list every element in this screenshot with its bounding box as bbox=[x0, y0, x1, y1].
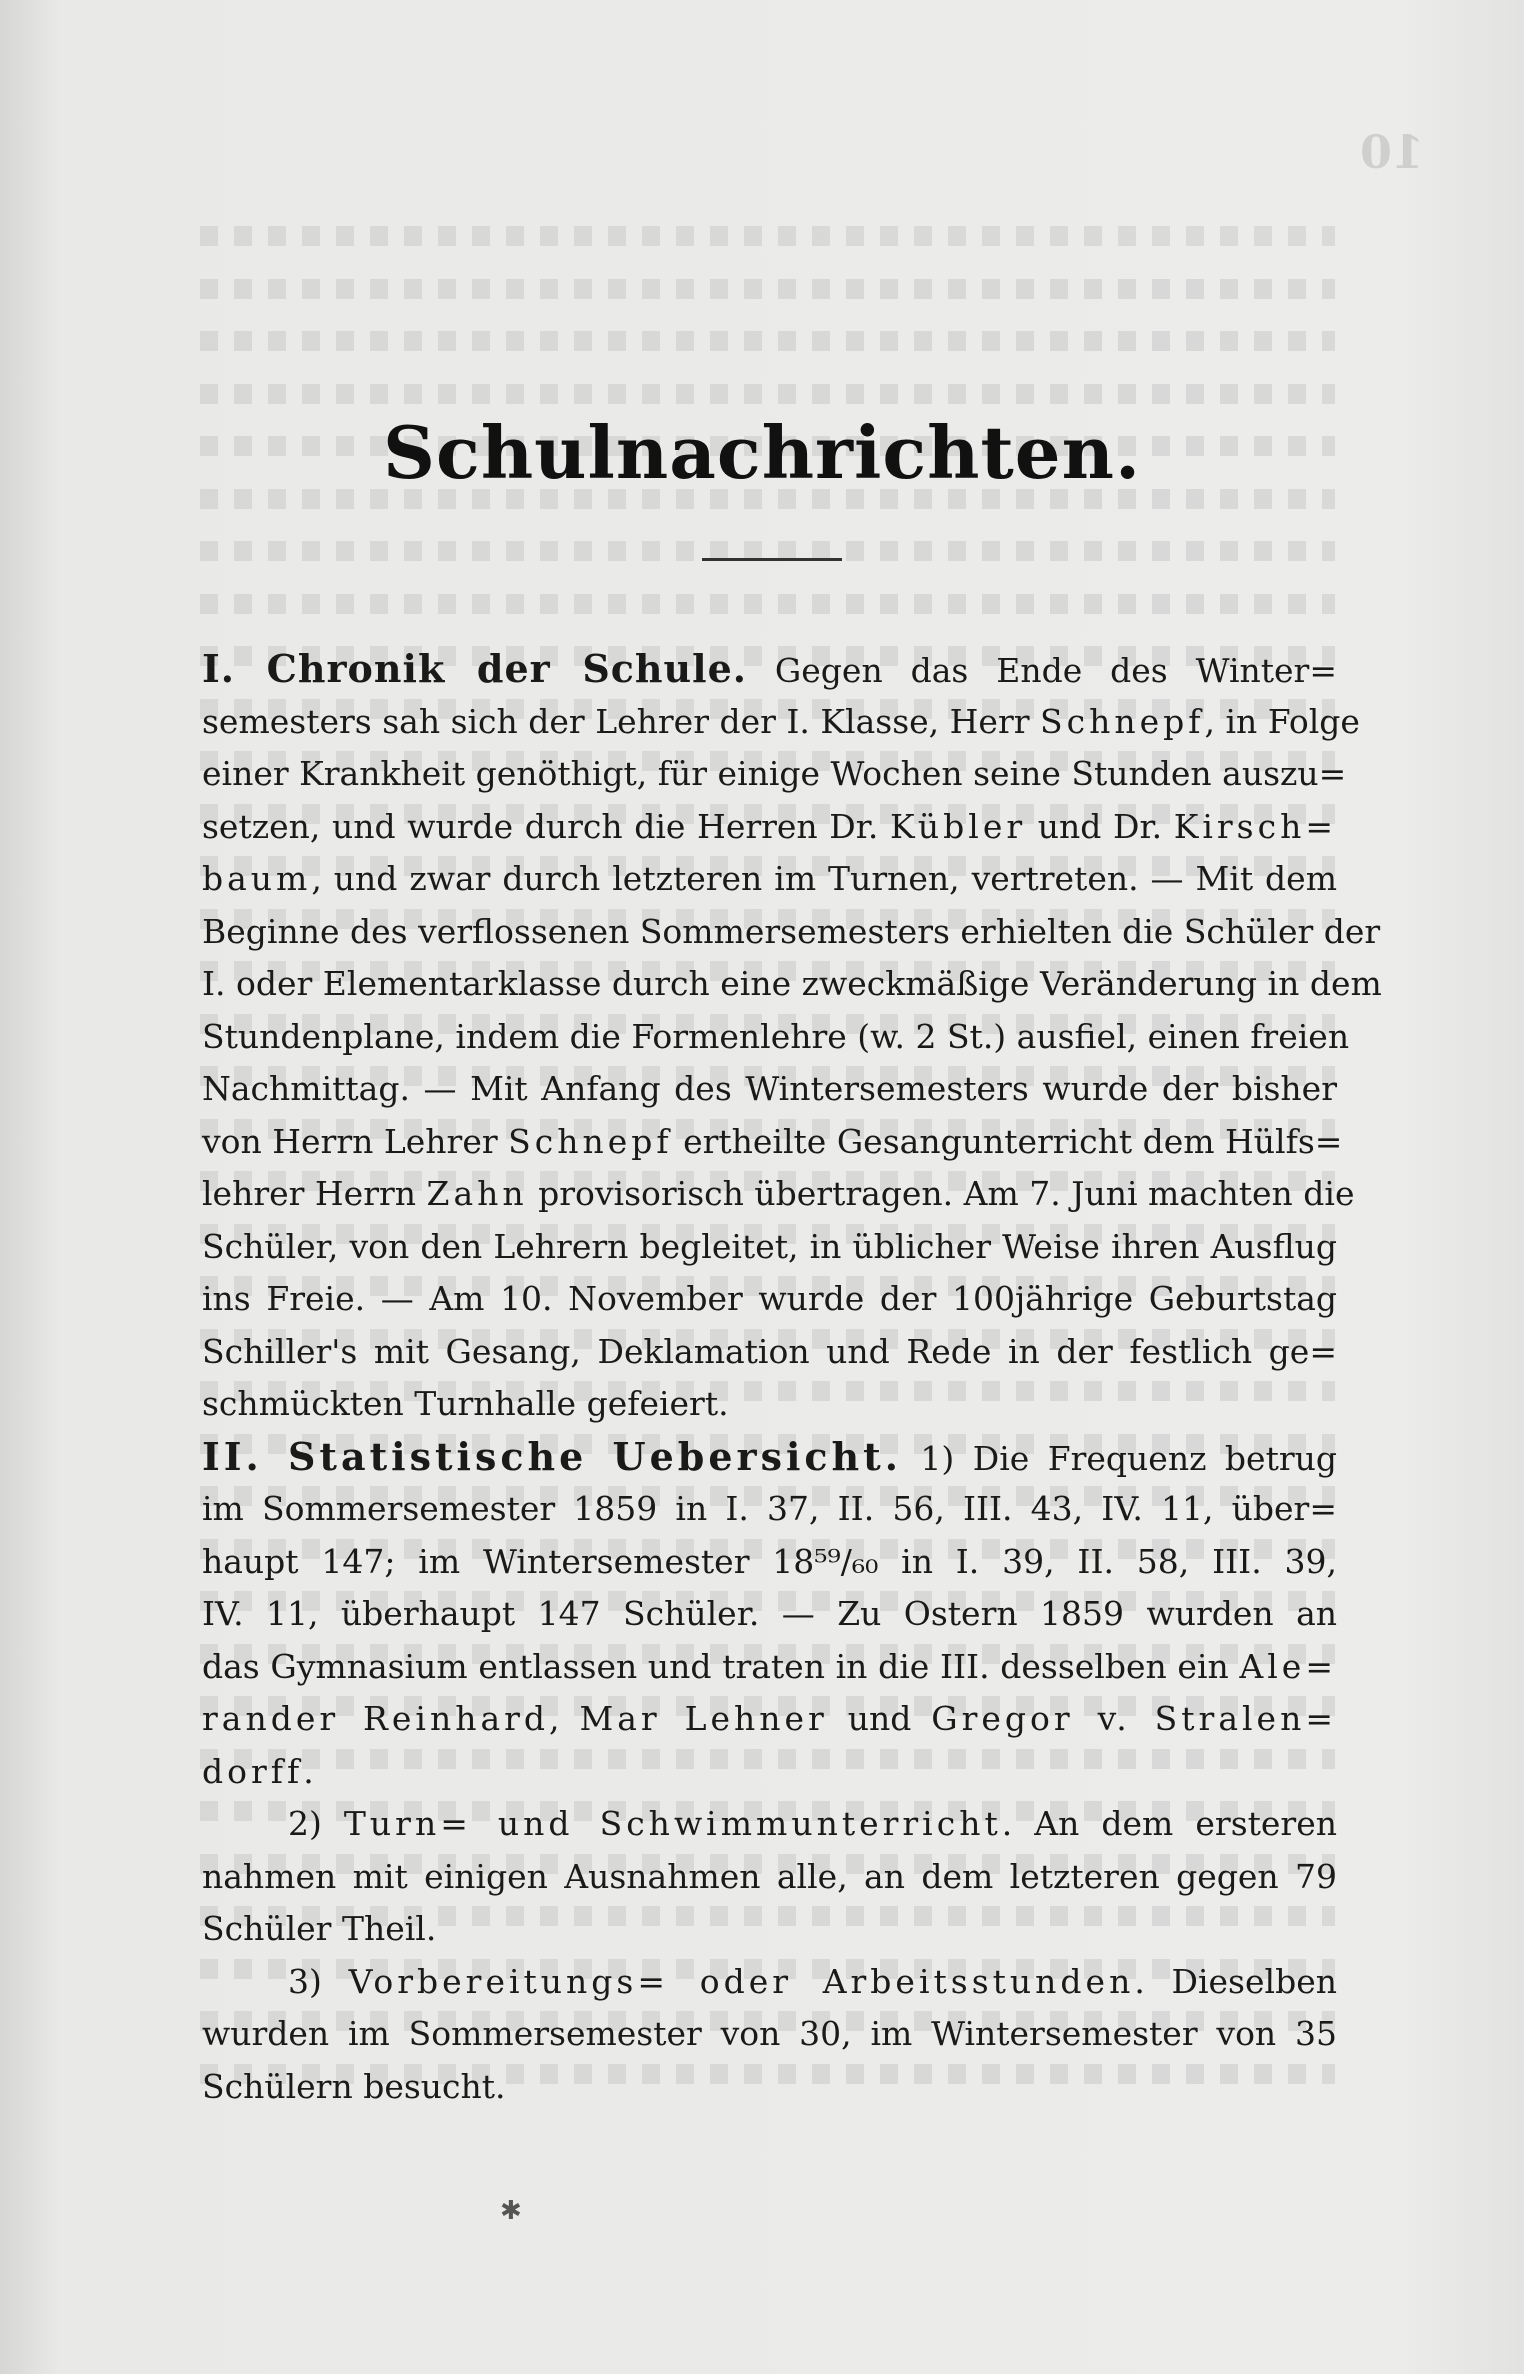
text-run: Schüler, von den Lehrern begleitet, in üblicher Weise ihren Ausflug bbox=[202, 1226, 1337, 1266]
text-line bbox=[202, 1273, 1337, 1326]
text-run: und Dr. bbox=[1026, 806, 1174, 846]
bleed-through-line bbox=[200, 525, 1335, 578]
text-line bbox=[202, 1641, 1337, 1694]
spaced-name: dorff bbox=[202, 1751, 304, 1791]
bleed-through-line bbox=[200, 578, 1335, 631]
text-line bbox=[202, 1903, 1337, 1956]
bleed-through-line bbox=[200, 210, 1335, 263]
spaced-name: Schnepf bbox=[508, 1121, 673, 1161]
spaced-name: baum bbox=[202, 859, 312, 898]
text-run: im Sommersemester 1859 in I. 37, II. 56, III. 43, IV. 11, über= bbox=[202, 1489, 1337, 1528]
spaced-name: Schnepf bbox=[1040, 701, 1205, 741]
text-run: Nachmittag. — Mit Anfang des Wintersemesters wurde der bisher bbox=[202, 1069, 1337, 1108]
spaced-name: Vorbereitungs= oder Arbeitsstunden bbox=[348, 1961, 1135, 2001]
text-run: Schiller's mit Gesang, Deklamation und Rede in der festlich ge= bbox=[202, 1331, 1337, 1371]
text-line bbox=[202, 643, 1337, 696]
text-run: 1) Die Frequenz betrug bbox=[901, 1438, 1337, 1478]
text-line bbox=[202, 853, 1337, 906]
text-run: . Dieselben bbox=[1134, 1961, 1337, 2001]
text-line bbox=[202, 748, 1347, 801]
text-line bbox=[202, 1221, 1337, 1274]
text-run: Gegen das Ende des Winter= bbox=[747, 651, 1337, 690]
ink-speck-icon: ✱ bbox=[500, 2196, 522, 2226]
text-run: Schüler Theil. bbox=[202, 1909, 437, 1948]
text-run: IV. 11, überhaupt 147 Schüler. — Zu Ostern 1859 wurden an bbox=[202, 1594, 1337, 1633]
text-run: ins Freie. — Am 10. November wurde der 100jährige Geburtstag bbox=[202, 1279, 1337, 1318]
text-line bbox=[202, 906, 1381, 959]
text-run: lehrer Herrn bbox=[202, 1174, 427, 1213]
text-line bbox=[202, 801, 1337, 854]
text-run: haupt 147; im Wintersemester 18⁵⁹/₆₀ in I. 39, II. 58, III. 39, bbox=[202, 1541, 1337, 1581]
text-line bbox=[202, 1746, 1337, 1799]
body-text bbox=[202, 643, 1382, 2113]
text-run: semesters sah sich der Lehrer der I. Klasse, Herr bbox=[202, 701, 1041, 741]
bleed-through-page-number: 10 bbox=[1359, 125, 1424, 179]
text-run: , und zwar durch letzteren im Turnen, vertreten. — Mit dem bbox=[311, 859, 1337, 898]
spaced-name: Kirsch= bbox=[1173, 806, 1337, 846]
section-heading: II. Statistische Uebersicht. bbox=[202, 1433, 902, 1479]
spaced-name: Gregor v. Stralen= bbox=[931, 1699, 1337, 1738]
bleed-through-line bbox=[200, 263, 1335, 316]
text-line bbox=[202, 1851, 1337, 1904]
section-heading: I. Chronik der Schule. bbox=[202, 646, 747, 691]
text-line bbox=[202, 1168, 1355, 1221]
text-run: . An dem ersteren bbox=[1001, 1804, 1337, 1843]
text-line bbox=[202, 1693, 1337, 1746]
text-line bbox=[202, 1431, 1337, 1484]
text-run: Stundenplane, indem die Formenlehre (w. 2 St.) ausfiel, einen freien bbox=[202, 1016, 1350, 1056]
text-line bbox=[202, 1483, 1337, 1536]
text-run: schmückten Turnhalle gefeiert. bbox=[202, 1384, 729, 1423]
text-line bbox=[202, 1536, 1337, 1589]
text-run: einer Krankheit genöthigt, für einige Wochen seine Stunden auszu= bbox=[202, 754, 1347, 793]
text-run: , in Folge bbox=[1204, 701, 1360, 741]
bleed-through-line bbox=[200, 315, 1335, 368]
text-line bbox=[202, 958, 1382, 1011]
text-run: setzen, und wurde durch die Herren Dr. bbox=[202, 806, 890, 846]
text-line bbox=[202, 1956, 1337, 2009]
text-run: nahmen mit einigen Ausnahmen alle, an dem letzteren gegen 79 bbox=[202, 1856, 1337, 1896]
text-run: und bbox=[827, 1699, 932, 1738]
spaced-name: Turn= und Schwimmunterricht bbox=[343, 1804, 1002, 1843]
text-line bbox=[202, 1011, 1350, 1064]
text-line bbox=[202, 1326, 1337, 1379]
text-run: wurden im Sommersemester von 30, im Wintersemester von 35 bbox=[202, 2014, 1337, 2053]
spaced-name: Zahn bbox=[426, 1174, 528, 1213]
spaced-name: Mar Lehner bbox=[579, 1699, 828, 1738]
page-title: Schulnachrichten. bbox=[382, 410, 1142, 495]
spaced-name: Ale= bbox=[1239, 1646, 1337, 1686]
text-line bbox=[202, 2061, 1337, 2114]
text-line bbox=[202, 1798, 1337, 1851]
text-run: , bbox=[549, 1699, 580, 1738]
text-run: Beginne des verflossenen Sommersemesters erhielten die Schüler der bbox=[202, 911, 1381, 951]
title-divider bbox=[702, 558, 842, 561]
text-line bbox=[202, 696, 1360, 749]
text-run: Schülern besucht. bbox=[202, 2066, 506, 2106]
text-run: . bbox=[303, 1751, 314, 1791]
text-run: I. oder Elementarklasse durch eine zweckmäßige Veränderung in dem bbox=[202, 964, 1382, 1003]
text-run: das Gymnasium entlassen und traten in die III. desselben ein bbox=[202, 1646, 1240, 1686]
text-run: provisorisch übertragen. Am 7. Juni machten die bbox=[527, 1174, 1355, 1213]
text-run: von Herrn Lehrer bbox=[202, 1121, 509, 1161]
spaced-name: Kübler bbox=[889, 806, 1027, 846]
text-line bbox=[202, 1063, 1337, 1116]
text-run: 3) bbox=[288, 1961, 349, 2001]
text-line bbox=[202, 2008, 1337, 2061]
text-line bbox=[202, 1378, 1337, 1431]
text-line bbox=[202, 1116, 1343, 1169]
text-run: 2) bbox=[288, 1804, 344, 1843]
spaced-name: rander Reinhard bbox=[202, 1699, 550, 1738]
text-line bbox=[202, 1588, 1337, 1641]
text-run: ertheilte Gesangunterricht dem Hülfs= bbox=[672, 1121, 1343, 1161]
